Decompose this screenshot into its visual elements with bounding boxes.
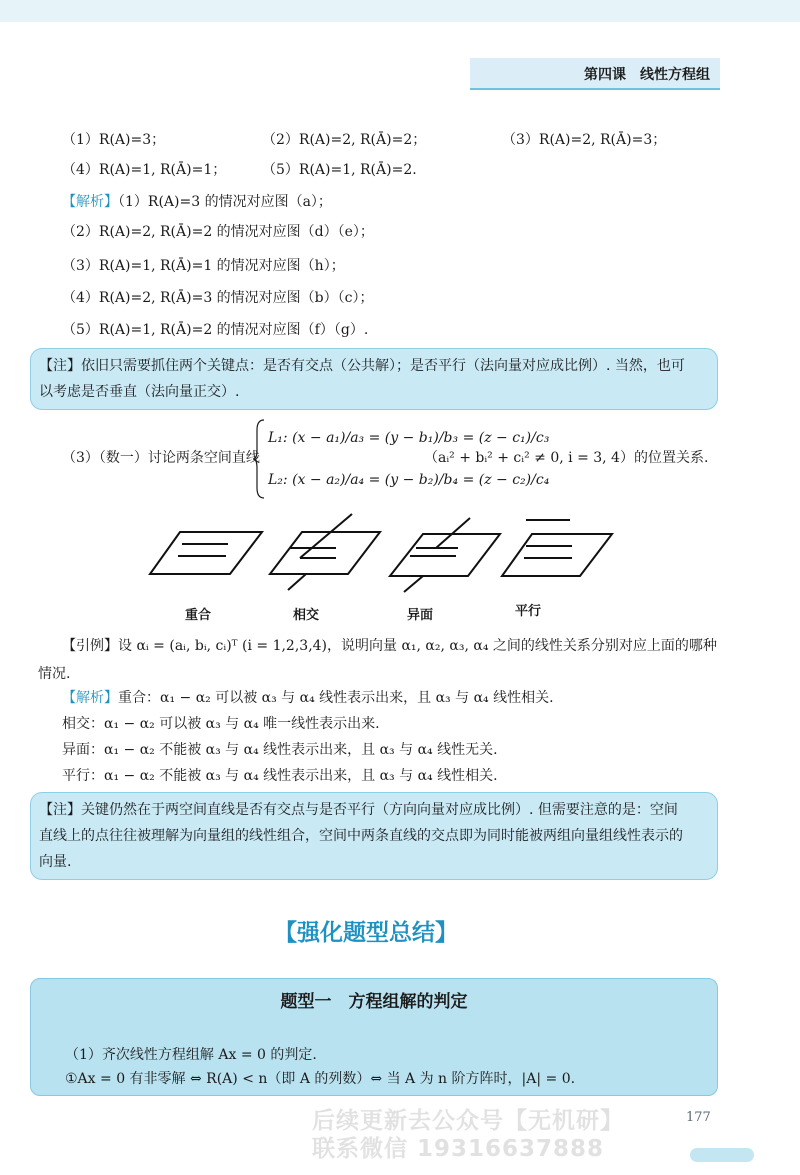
analysis-1-text-1: （1）R(A)=3 的情况对应图（a）； — [118, 194, 332, 210]
analysis-1-line-2: （2）R(A)=2, R(Ā)=2 的情况对应图（d）（e）； — [62, 224, 374, 240]
analysis-1-line-3: （3）R(A)=1, R(Ā)=1 的情况对应图（h）； — [62, 258, 345, 274]
figure-intersect — [270, 514, 380, 590]
system-brace — [252, 418, 266, 500]
case-2: （2）R(A)=2, R(Ā)=2； — [262, 132, 427, 148]
analysis-2-line-1 — [62, 688, 554, 708]
analysis-label: 【解析】 — [62, 194, 118, 210]
line-L1: L₁: (x − a₁)/a₃ = (y − b₁)/b₃ = (z − c₁)/c₃ — [268, 430, 550, 446]
example-line-2: 情况. — [38, 666, 71, 682]
note-box-1 — [30, 348, 718, 410]
analysis-2-text-1: 重合：α₁ − α₂ 可以被 α₃ 与 α₄ 线性表示出来，且 α₃ 与 α₄ 线性相关. — [118, 690, 554, 706]
analysis-2-line-4: 平行：α₁ − α₂ 不能被 α₃ 与 α₄ 线性表示出来，且 α₃ 与 α₄ 线性相关. — [62, 768, 498, 784]
analysis-2-line-3: 异面：α₁ − α₂ 不能被 α₃ 与 α₄ 线性表示出来，且 α₃ 与 α₄ 线性无关. — [62, 742, 498, 758]
analysis-1-line-1 — [62, 192, 332, 212]
line-L2: L₂: (x − a₂)/a₄ = (y − b₂)/b₄ = (z − c₂)/c₄ — [268, 472, 550, 488]
chapter-header — [470, 58, 720, 90]
note-1-line-1: 【注】依旧只需要抓住两个关键点：是否有交点（公共解）；是否平行（法向量对应成比例）. 当然，也可 — [39, 358, 685, 374]
watermark-line-2: 联系微信 19316637888 — [312, 1136, 605, 1162]
note-1-line-2: 以考虑是否垂直（法向量正交）. — [39, 384, 240, 400]
page-number: 177 — [686, 1110, 711, 1125]
case-1: （1）R(A)=3； — [62, 132, 166, 148]
watermark-line-1: 后续更新去公众号【无机研】 — [312, 1108, 624, 1134]
figure-label-parallel: 平行 — [514, 604, 541, 619]
problem-3-intro: （3）（数一）讨论两条空间直线 — [62, 450, 260, 466]
problem-3-condition: （aᵢ² + bᵢ² + cᵢ² ≠ 0, i = 3, 4）的位置关系. — [424, 450, 709, 466]
analysis-1-line-5: （5）R(A)=1, R(Ā)=2 的情况对应图（f）（g）. — [62, 322, 369, 338]
figure-coincide — [150, 532, 262, 574]
type-1-line-1: （1）齐次线性方程组解 Ax = 0 的判定. — [65, 1047, 317, 1063]
figure-parallel — [502, 520, 612, 576]
chapter-title: 第四课 线性方程组 — [584, 67, 710, 83]
case-3: （3）R(A)=2, R(Ā)=3； — [502, 132, 667, 148]
type-1-line-2: ①Ax = 0 有非零解 ⇔ R(A) < n（即 A 的列数）⇔ 当 A 为 n 阶方阵时，|A| = 0. — [65, 1071, 576, 1087]
type-1-box — [30, 978, 718, 1096]
example-line-1: 【引例】设 αᵢ = (aᵢ, bᵢ, cᵢ)ᵀ (i = 1,2,3,4)，说明向量 α₁, α₂, α₃, α₄ 之间的线性关系分别对应上面的哪种 — [62, 638, 717, 654]
figure-label-skew: 异面 — [406, 608, 433, 623]
case-5: （5）R(A)=1, R(Ā)=2. — [262, 162, 417, 178]
type-1-title: 题型一 方程组解的判定 — [280, 992, 468, 1012]
figure-label-coincide: 重合 — [184, 608, 211, 623]
note-2-line-3: 向量. — [39, 854, 72, 870]
case-4: （4）R(A)=1, R(Ā)=1； — [62, 162, 227, 178]
note-2-line-1: 【注】关键仍然在于两空间直线是否有交点与是否平行（方向向量对应成比例）. 但需要注意的是：空间 — [39, 802, 678, 818]
note-box-2 — [30, 792, 718, 880]
analysis-2-line-2: 相交：α₁ − α₂ 可以被 α₃ 与 α₄ 唯一线性表示出来. — [62, 716, 380, 732]
page-tab — [690, 1148, 754, 1162]
note-2-line-2: 直线上的点往往被理解为向量组的线性组合，空间中两条直线的交点即为同时能被两组向量组线性表示的 — [39, 828, 683, 844]
figure-skew — [390, 518, 500, 592]
analysis-1-line-4: （4）R(A)=2, R(Ā)=3 的情况对应图（b）（c）； — [62, 290, 374, 306]
analysis-2-label: 【解析】 — [62, 690, 118, 706]
line-position-figures — [140, 510, 640, 602]
section-title: 【强化题型总结】 — [274, 920, 458, 946]
top-band — [0, 0, 800, 22]
figure-label-intersect: 相交 — [292, 608, 319, 623]
